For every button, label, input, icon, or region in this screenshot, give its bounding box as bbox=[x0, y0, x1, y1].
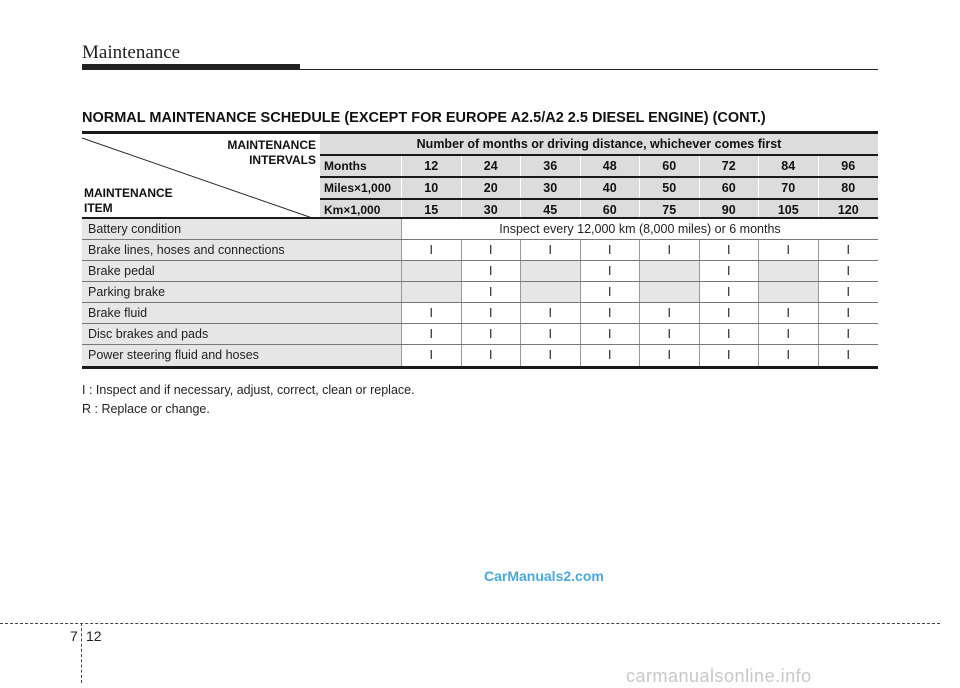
footer-dashed-line bbox=[0, 623, 940, 624]
site-watermark: carmanualsonline.info bbox=[626, 666, 812, 686]
table-row bbox=[82, 219, 878, 240]
interval-span-header: Number of months or driving distance, whichever comes first bbox=[320, 134, 878, 155]
table-row: Disc brakes and pads I I I I I I I I bbox=[82, 324, 878, 345]
row-item-label: Brake pedal bbox=[82, 261, 402, 281]
row-item-label: Brake lines, hoses and connections bbox=[82, 240, 402, 260]
chapter-number: 7 bbox=[70, 628, 78, 644]
legend-inspect: I : Inspect and if necessary, adjust, correct, clean or replace. bbox=[82, 383, 415, 397]
corner-intervals-label: MAINTENANCE INTERVALS bbox=[227, 138, 316, 167]
interval-row-miles: Miles×1,000 10 20 30 40 50 60 70 80 bbox=[320, 178, 878, 198]
section-title: NORMAL MAINTENANCE SCHEDULE (EXCEPT FOR EUROPE A2.5/A2 2.5 DIESEL ENGINE) (CONT.) bbox=[82, 110, 766, 126]
row-item-label: Battery condition bbox=[82, 219, 402, 239]
page-number: 12 bbox=[86, 628, 102, 644]
row-span-value: Inspect every 12,000 km (8,000 miles) or 6 months bbox=[402, 219, 878, 239]
table-corner-header bbox=[82, 134, 320, 220]
table-row: Parking brake I I I I bbox=[82, 282, 878, 303]
page-header-title: Maintenance bbox=[82, 42, 181, 63]
row-item-label: Parking brake bbox=[82, 282, 402, 302]
corner-item-label: MAINTENANCE ITEM bbox=[84, 186, 173, 215]
row-item-label: Power steering fluid and hoses bbox=[82, 345, 402, 366]
row-item-label: Disc brakes and pads bbox=[82, 324, 402, 344]
table-row: Brake pedal I I I I bbox=[82, 261, 878, 282]
interval-row-km: Km×1,000 15 30 45 60 75 90 105 120 bbox=[320, 200, 878, 220]
interval-header bbox=[320, 134, 878, 220]
table-row: Power steering fluid and hoses I I I I I I I I bbox=[82, 345, 878, 366]
row-item-label: Brake fluid bbox=[82, 303, 402, 323]
table-row: Brake lines, hoses and connections I I I I I I I I bbox=[82, 240, 878, 261]
interval-row-months: Months 12 24 36 48 60 72 84 96 bbox=[320, 156, 878, 176]
legend-replace: R : Replace or change. bbox=[82, 402, 210, 416]
table-bottom-rule bbox=[82, 366, 878, 369]
table-row: Brake fluid I I I I I I I I bbox=[82, 303, 878, 324]
header-line bbox=[82, 69, 878, 70]
legend bbox=[82, 381, 415, 419]
carmanuals-watermark: CarManuals2.com bbox=[484, 568, 604, 584]
footer-dashed-divider bbox=[81, 623, 82, 683]
